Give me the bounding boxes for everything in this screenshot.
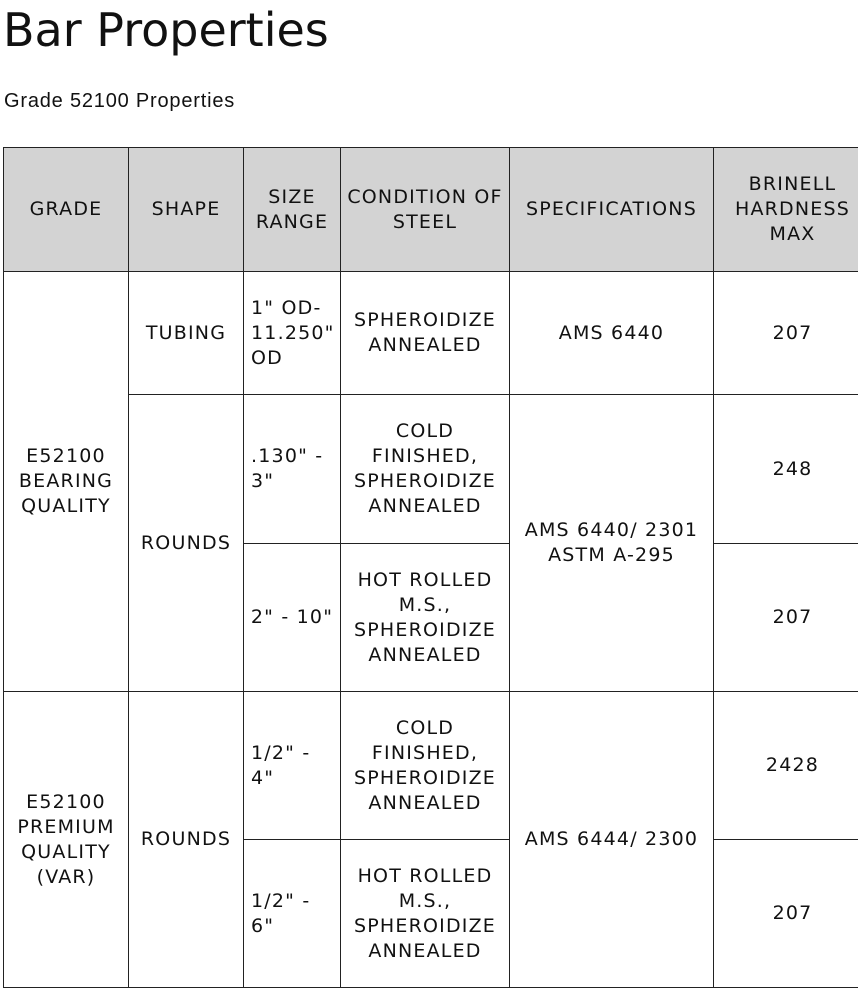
size-range-cell: 1" OD-11.250" OD	[244, 272, 341, 395]
table-row	[4, 692, 858, 840]
header-grade: GRADE	[4, 148, 129, 272]
condition-cell: HOT ROLLED M.S., SPHEROIDIZE ANNEALED	[341, 544, 510, 692]
hardness-cell: 207	[714, 544, 858, 692]
size-range-cell: 1/2" - 6"	[244, 840, 341, 988]
table-header-row	[4, 148, 858, 272]
shape-cell: ROUNDS	[129, 692, 244, 988]
hardness-cell: 207	[714, 272, 858, 395]
shape-cell: TUBING	[129, 272, 244, 395]
table-row	[4, 395, 858, 544]
condition-cell: SPHEROIDIZE ANNEALED	[341, 272, 510, 395]
page-subtitle: Grade 52100 Properties	[4, 90, 236, 112]
size-range-cell: 1/2" - 4"	[244, 692, 341, 840]
grade-cell: E52100 PREMIUM QUALITY (VAR)	[4, 692, 129, 988]
header-size-range: SIZE RANGE	[244, 148, 341, 272]
size-range-cell: 2" - 10"	[244, 544, 341, 692]
condition-cell: HOT ROLLED M.S., SPHEROIDIZE ANNEALED	[341, 840, 510, 988]
hardness-cell: 248	[714, 395, 858, 544]
grade-cell: E52100 BEARING QUALITY	[4, 272, 129, 692]
hardness-cell: 2428	[714, 692, 858, 840]
hardness-cell: 207	[714, 840, 858, 988]
header-condition: CONDITION OF STEEL	[341, 148, 510, 272]
condition-cell: COLD FINISHED, SPHEROIDIZE ANNEALED	[341, 692, 510, 840]
condition-cell: COLD FINISHED, SPHEROIDIZE ANNEALED	[341, 395, 510, 544]
shape-cell: ROUNDS	[129, 395, 244, 692]
specifications-cell: AMS 6440	[510, 272, 714, 395]
size-range-cell: .130" - 3"	[244, 395, 341, 544]
header-hardness: BRINELL HARDNESS MAX	[714, 148, 858, 272]
header-specifications: SPECIFICATIONS	[510, 148, 714, 272]
specifications-cell: AMS 6444/ 2300	[510, 692, 714, 988]
page-title: Bar Properties	[3, 3, 329, 57]
header-shape: SHAPE	[129, 148, 244, 272]
specifications-cell: AMS 6440/ 2301 ASTM A-295	[510, 395, 714, 692]
properties-table	[3, 147, 858, 988]
table-row	[4, 272, 858, 395]
